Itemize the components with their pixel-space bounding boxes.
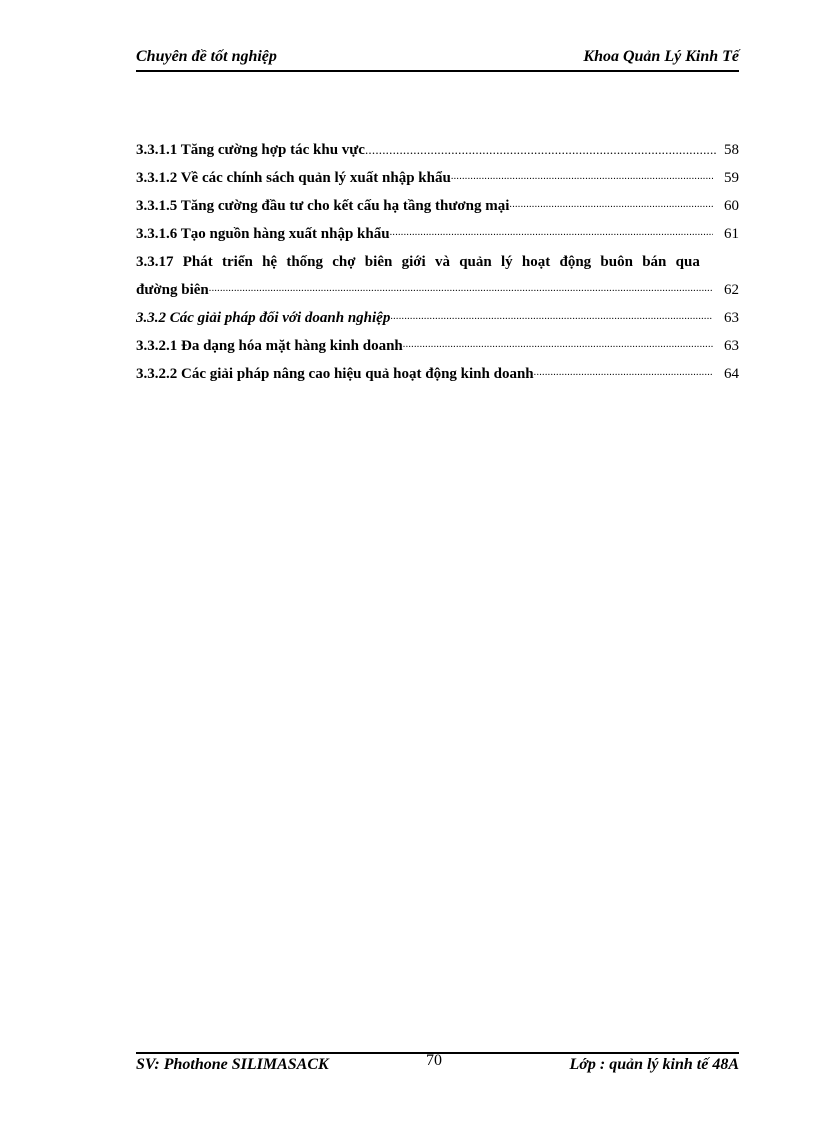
header-left-text: Chuyên đề tốt nghiệp bbox=[136, 48, 277, 65]
toc-entry-title: 3.3.2 Các giải pháp đối với doanh nghiệp bbox=[136, 310, 391, 326]
footer-class-name: Lớp : quản lý kinh tế 48A bbox=[569, 1056, 739, 1073]
toc-dot-leader bbox=[534, 366, 713, 380]
toc-entry-title: 3.3.1.1 Tăng cường hợp tác khu vực bbox=[136, 142, 365, 158]
toc-dot-leader bbox=[509, 198, 713, 212]
toc-dot-leader bbox=[209, 282, 713, 296]
header-right-text: Khoa Quản Lý Kinh Tế bbox=[583, 48, 739, 65]
toc-entry[interactable] bbox=[136, 299, 739, 327]
toc-entry-title: 3.3.2.1 Đa dạng hóa mặt hàng kinh doanh bbox=[136, 338, 403, 354]
toc-entry-page: 63 bbox=[724, 338, 739, 354]
toc-dot-leader bbox=[403, 338, 713, 352]
toc-entry-page: 58 bbox=[724, 142, 739, 158]
toc-entry-page: 63 bbox=[724, 310, 739, 326]
toc-entry-title-continued: đường biên bbox=[136, 282, 209, 298]
page-header bbox=[136, 48, 739, 72]
toc-entry-wrapped-line2[interactable] bbox=[136, 271, 739, 299]
toc-dot-leader bbox=[390, 226, 713, 240]
toc-entry-page: 62 bbox=[724, 282, 739, 298]
footer-student-name: SV: Phothone SILIMASACK bbox=[136, 1056, 329, 1073]
table-of-contents bbox=[136, 131, 739, 383]
toc-entry-page: 60 bbox=[724, 198, 739, 214]
page-footer bbox=[136, 1052, 739, 1080]
toc-entry-title: 3.3.1.2 Về các chính sách quản lý xuất nhập khẩu bbox=[136, 170, 451, 186]
toc-entry-title: 3.3.2.2 Các giải pháp nâng cao hiệu quả hoạt động kinh doanh bbox=[136, 366, 534, 382]
toc-entry[interactable] bbox=[136, 327, 739, 355]
toc-entry[interactable] bbox=[136, 215, 739, 243]
toc-dot-leader bbox=[451, 170, 713, 184]
toc-entry[interactable] bbox=[136, 131, 739, 159]
toc-entry-page: 61 bbox=[724, 226, 739, 242]
footer-page-number: 70 bbox=[426, 1052, 442, 1069]
toc-entry[interactable] bbox=[136, 355, 739, 383]
toc-entry-wrapped-line1[interactable] bbox=[136, 243, 739, 271]
toc-entry-title: 3.3.1.6 Tạo nguồn hàng xuất nhập khẩu bbox=[136, 226, 390, 242]
toc-entry-title: 3.3.1.5 Tăng cường đầu tư cho kết cấu hạ tầng thương mại bbox=[136, 198, 510, 214]
toc-entry[interactable] bbox=[136, 159, 739, 187]
toc-dot-leader bbox=[365, 143, 717, 157]
header-divider bbox=[136, 70, 739, 72]
toc-entry-page: 59 bbox=[724, 170, 739, 186]
toc-entry-title: 3.3.17 Phát triển hệ thống chợ biên giới và quản lý hoạt động buôn bán qua bbox=[136, 254, 700, 270]
toc-dot-leader bbox=[390, 310, 713, 324]
toc-entry-page: 64 bbox=[724, 366, 739, 382]
toc-entry[interactable] bbox=[136, 187, 739, 215]
